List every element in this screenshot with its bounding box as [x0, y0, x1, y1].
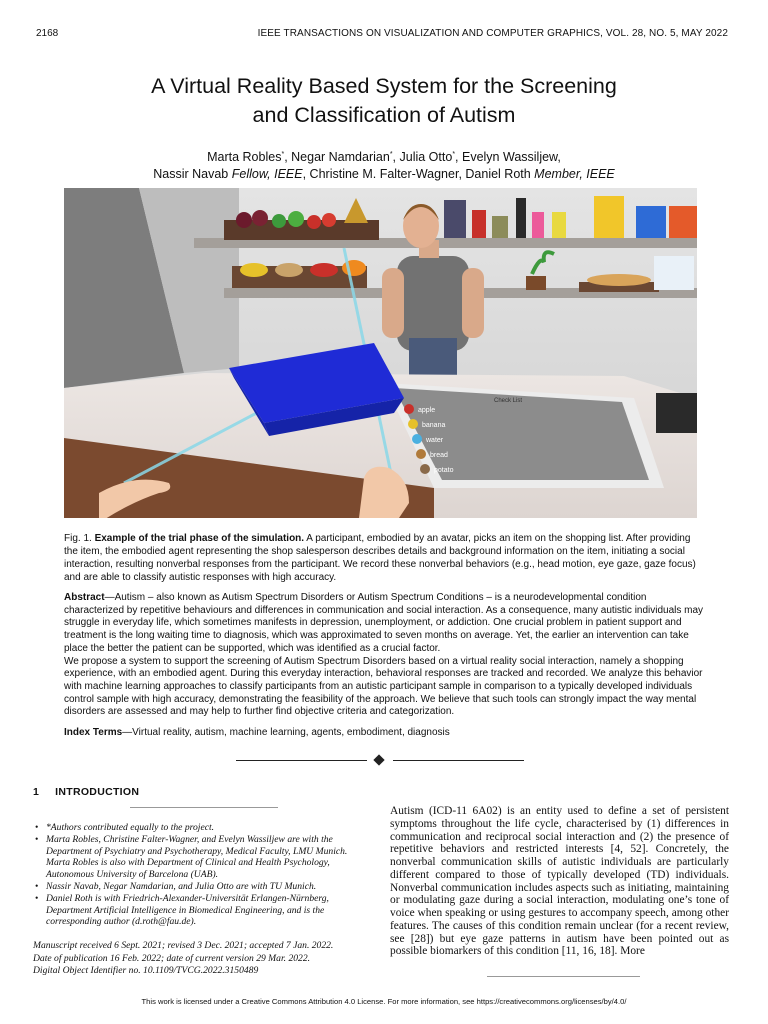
column-footnote-rule [487, 976, 640, 977]
equal-contribution-mark: * [389, 151, 393, 158]
equal-contribution-mark: * [452, 151, 456, 158]
checklist-item-label: bread [430, 452, 448, 459]
section-number: 1 [33, 786, 40, 798]
manuscript-line: Digital Object Identifier no. 10.1109/TVCG.2022.3150489 [33, 965, 259, 976]
checklist-item-label: banana [422, 422, 446, 429]
title-line-1: A Virtual Reality Based System for the Screening [151, 74, 617, 98]
abstract-paragraph-2: We propose a system to support the screening of Autism Spectrum Disorders based on a virtual reality social interaction, namely a shopping experience, with an embodied agent. During this everyday interaction, behavioral responses are tracked and recorded. We analyze this behavior with machine learning approaches to classify participants from an autistic participant sample in comparison to a typically developed individuals control sample with high accuracy, demonstrating the feasibility of the approach. We believe that such tools can strongly impact the way mental disorders are assessed and may help to further find objective criteria and categorization. [64, 655, 703, 718]
cash-register [656, 393, 697, 433]
section-heading [33, 786, 139, 798]
abstract-text-1: —Autism – also known as Autism Spectrum Disorders or Autism Spectrum Conditions – is a neurodevelopmental condition characterized by repetitive behaviours and differences in communication and social interaction. As a consequence, many autistic individuals may struggle in everyday life, which sometimes manifests in depression, unemployment, or addiction. One crucial problem in patient support and treatment is the long waiting time to diagnosis, which was approximated to seven months on average. Yet, the earlier an intervention can take place the better the patient can be supported, which was identified as a crucial factor. [64, 592, 704, 654]
manuscript-info [33, 940, 373, 978]
footnote-rule [130, 807, 278, 808]
manuscript-line: Manuscript received 6 Sept. 2021; revised 3 Dec. 2021; accepted 7 Jan. 2022. [33, 940, 334, 951]
introduction-body: Autism (ICD-11 6A02) is an entity used to define a set of persistent symptoms throughout the life cycle, characterised by (1) differences in communication and reciprocal social interaction and (2) the presence of repetitive behaviors and restricted interests [4, 52]. Concretely, the nonverbal communication skills of autistic individuals are particularly different compared to those of typically developed (TD) individuals. Nonverbal communication includes aspects such as initiating, maintaining or modulating gaze during a social interaction, modulating one’s tone of voice when speaking or using gestures to accompany speech, among other features. The causes of this condition remain unclear (for a recent review, see [28]) but eye gaze patterns in autism have been pointed out as possible biomarkers of this condition [11, 16, 18]. More [390, 805, 729, 958]
checklist-item-label: potato [434, 467, 454, 474]
equal-contribution-mark: * [281, 151, 285, 158]
abstract [64, 592, 704, 719]
journal-header: IEEE TRANSACTIONS ON VISUALIZATION AND COMPUTER GRAPHICS, VOL. 28, NO. 5, MAY 2022 [257, 28, 728, 39]
figure-caption [64, 532, 704, 584]
index-terms [64, 727, 704, 738]
author-role: Fellow, IEEE [231, 167, 303, 182]
vr-scene-illustration [64, 188, 697, 518]
author-name: , Christine M. Falter-Wagner, Daniel Roth [302, 167, 535, 182]
caption-label: Fig. 1. [64, 533, 92, 544]
checklist-item-label: water [426, 437, 444, 444]
checklist-item-icon [408, 419, 418, 429]
checklist-item-icon [416, 449, 426, 459]
author-name: , Evelyn Wassiljew, [455, 150, 561, 165]
section-title-rest: NTRODUCTION [58, 786, 140, 798]
divider-diamond [373, 754, 384, 765]
caption-text: A participant, embodied by an avatar, picks an item on the shopping list. After providing the item, the embodied agent representing the shop salesperson describes details and background information on the item, initiating a social interaction, resulting nonverbal responses from the participant. We record these nonverbal behaviors (e.g., head motion, eye gaze, gaze focus) and are able to classify autistic responses with high accuracy. [64, 533, 696, 583]
title-line-2: and Classification of Autism [252, 103, 516, 127]
checklist-item-icon [412, 434, 422, 444]
checklist-title: Check List [494, 398, 523, 404]
manuscript-line: Date of publication 16 Feb. 2022; date of current version 29 Mar. 2022. [33, 952, 311, 964]
author-line-2 [0, 166, 768, 183]
author-list [0, 146, 768, 183]
author-separator: , [392, 150, 400, 165]
author-name: Julia Otto [399, 150, 453, 165]
divider-rule [236, 760, 367, 761]
abstract-paragraph-1 [64, 592, 704, 656]
divider-rule [393, 760, 524, 761]
paper-title [0, 72, 768, 130]
author-separator: , [284, 150, 292, 165]
index-terms-label: Index Terms [64, 727, 123, 738]
section-title-initial: I [55, 786, 59, 798]
index-terms-text: —Virtual reality, autism, machine learning, agents, embodiment, diagnosis [122, 727, 450, 738]
checklist-item-icon [420, 464, 430, 474]
author-footnotes [33, 822, 373, 928]
footnote-item: • *Authors contributed equally to the project. [33, 822, 373, 834]
author-role: Member, IEEE [534, 167, 615, 182]
license-footer: This work is licensed under a Creative Commons Attribution 4.0 License. For more information, see https://creativecommons.org/licenses/by/4.0/ [141, 997, 627, 1006]
footnote-item: • Nassir Navab, Negar Namdarian, and Julia Otto are with TU Munich. [33, 881, 373, 893]
checklist-item-label: apple [418, 407, 436, 414]
footnote-item: • Marta Robles, Christine Falter-Wagner, and Evelyn Wassiljew are with the Department of Psychiatry and Psychotherapy, Medical Faculty, LMU Munich. Marta Robles is also with Department of Clinical and Health Psychology, Autonomous University of Barcelona (UAB). [33, 834, 373, 880]
author-name: Marta Robles [207, 150, 282, 165]
checklist-item-icon [404, 404, 414, 414]
caption-bold: Example of the trial phase of the simulation. [94, 533, 305, 544]
author-name: Negar Namdarian [291, 150, 390, 165]
figure-1-vr-scene [64, 188, 697, 518]
author-line-1 [0, 146, 768, 166]
author-name: Nassir Navab [153, 167, 232, 182]
abstract-label: Abstract [64, 592, 105, 603]
page-number: 2168 [36, 28, 59, 39]
footnote-item: • Daniel Roth is with Friedrich-Alexander-Universität Erlangen-Nürnberg, Department Artificial Intelligence in Biomedical Engineering, and is the corresponding author (d.roth@fau.de). [33, 893, 373, 928]
